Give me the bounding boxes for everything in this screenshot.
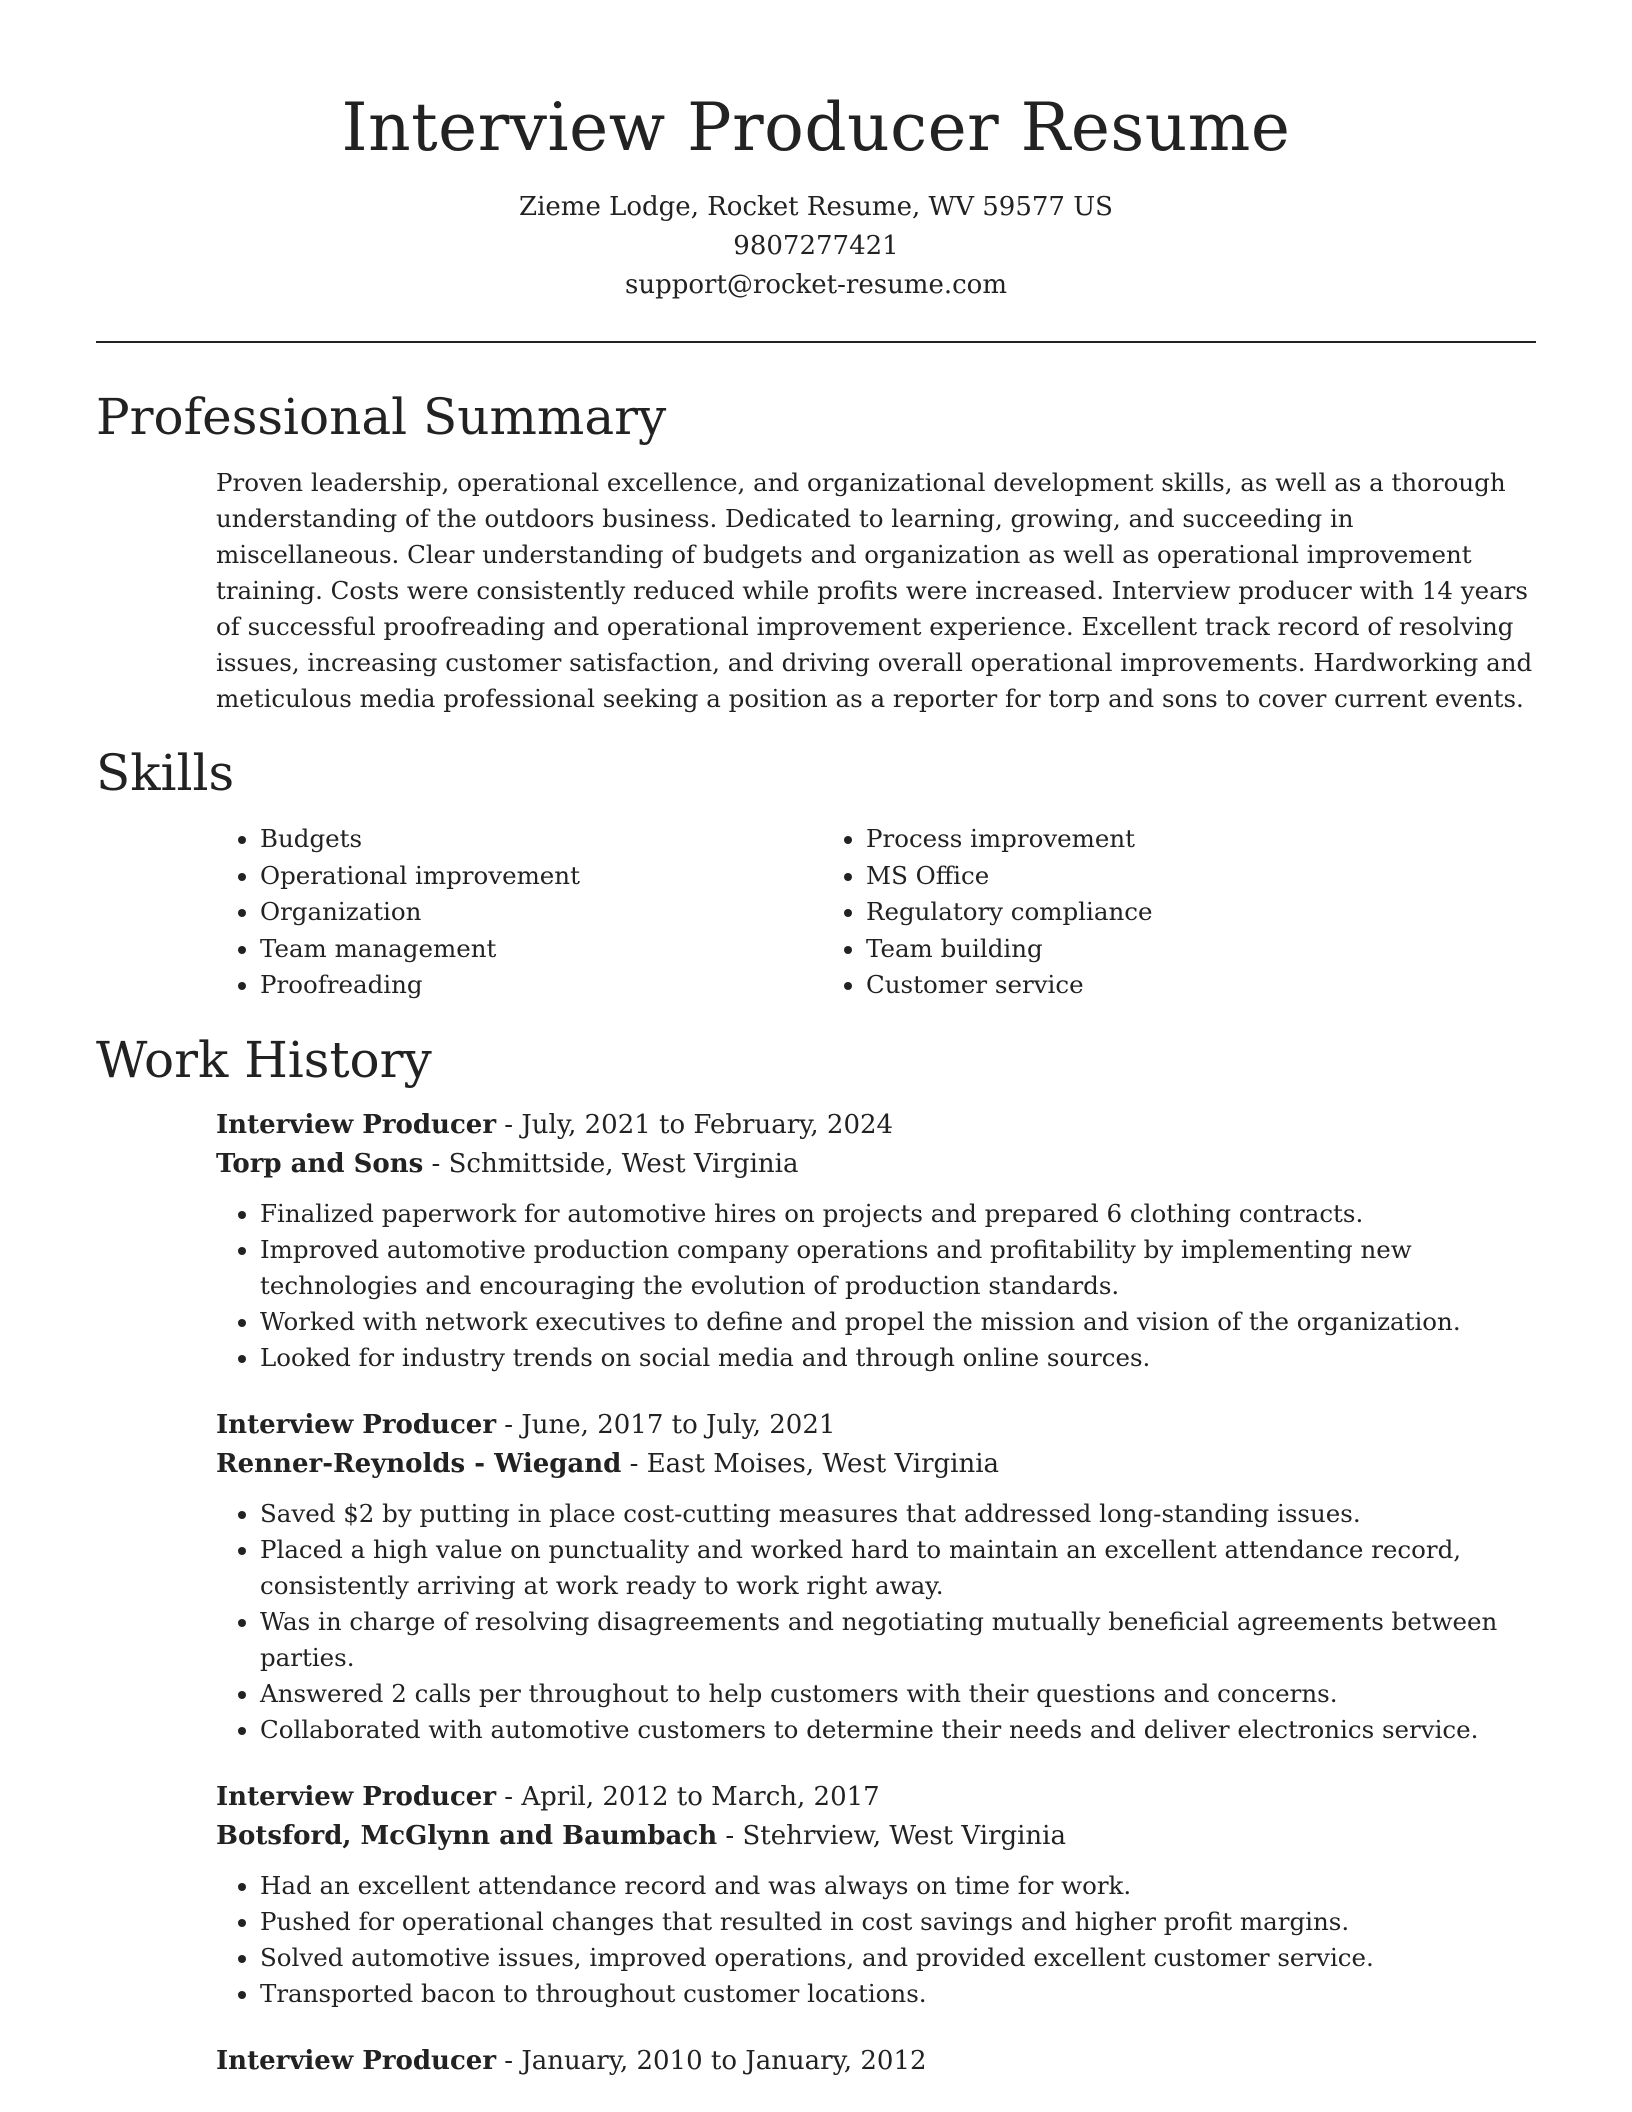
job-title: Interview Producer bbox=[216, 1409, 497, 1440]
job-entry bbox=[216, 1406, 1536, 1748]
job-company: Renner-Reynolds - Wiegand bbox=[216, 1448, 622, 1479]
skills-column-left bbox=[216, 821, 822, 1004]
job-location: East Moises, West Virginia bbox=[646, 1448, 1000, 1479]
skill-item: • Budgets bbox=[260, 821, 822, 858]
separator: - bbox=[496, 2045, 522, 2076]
skill-item: • Customer service bbox=[866, 967, 1428, 1004]
job-bullet: • Had an excellent attendance record and was always on time for work. bbox=[260, 1868, 1536, 1904]
job-dates: April, 2012 to March, 2017 bbox=[521, 1781, 880, 1812]
job-company-line bbox=[216, 1817, 1536, 1856]
job-bullet: • Looked for industry trends on social media and through online sources. bbox=[260, 1340, 1536, 1376]
job-dates: January, 2010 to January, 2012 bbox=[521, 2045, 927, 2076]
job-bullet-list bbox=[216, 1196, 1536, 1376]
job-title: Interview Producer bbox=[216, 2045, 497, 2076]
job-bullet: • Transported bacon to throughout customer locations. bbox=[260, 1976, 1536, 2012]
section-heading-work-history: Work History bbox=[96, 1030, 432, 1089]
job-bullet: • Improved automotive production company operations and profitability by implementing new technologies and encouraging the evolution of production standards. bbox=[260, 1232, 1536, 1304]
job-location: Schmittside, West Virginia bbox=[448, 1148, 799, 1179]
job-location: Stehrview, West Virginia bbox=[742, 1820, 1066, 1851]
job-bullet: • Was in charge of resolving disagreements and negotiating mutually beneficial agreements between parties. bbox=[260, 1604, 1536, 1676]
job-bullet: • Saved $2 by putting in place cost-cutting measures that addressed long-standing issues. bbox=[260, 1496, 1536, 1532]
skill-item: • Team management bbox=[260, 931, 822, 968]
job-list bbox=[96, 1106, 1536, 2081]
job-bullet: • Answered 2 calls per throughout to help customers with their questions and concerns. bbox=[260, 1676, 1536, 1712]
section-heading-summary: Professional Summary bbox=[96, 388, 667, 446]
job-bullet: • Finalized paperwork for automotive hires on projects and prepared 6 clothing contracts. bbox=[260, 1196, 1536, 1232]
resume-header bbox=[96, 80, 1536, 305]
job-title-line bbox=[216, 1778, 1536, 1817]
skill-item: • Regulatory compliance bbox=[866, 894, 1428, 931]
job-entry bbox=[216, 1778, 1536, 2012]
skill-item: • Process improvement bbox=[866, 821, 1428, 858]
skill-item: • Operational improvement bbox=[260, 858, 822, 895]
job-bullet: • Pushed for operational changes that resulted in cost savings and higher profit margins. bbox=[260, 1904, 1536, 1940]
separator: - bbox=[717, 1820, 743, 1851]
job-title: Interview Producer bbox=[216, 1109, 497, 1140]
section-heading-skills: Skills bbox=[96, 744, 235, 802]
separator: - bbox=[496, 1781, 522, 1812]
separator: - bbox=[496, 1109, 522, 1140]
summary-text: Proven leadership, operational excellence, and organizational development skills, as well as a thorough understanding of the outdoors business. Dedicated to learning, growing, and succeeding in miscellaneous. Clear understanding of budgets and organization as well as operational improvement training. Costs were consistently reduced while profits were increased. Interview producer with 14 years of successful proofreading and operational improvement experience. Excellent track record of resolving issues, increasing customer satisfaction, and driving overall operational improvements. Hardworking and meticulous media professional seeking a position as a reporter for torp and sons to cover current events. bbox=[216, 468, 1533, 713]
job-company: Botsford, McGlynn and Baumbach bbox=[216, 1820, 718, 1851]
skill-item: • Organization bbox=[260, 894, 822, 931]
skills-column-right bbox=[822, 821, 1428, 1004]
job-company-line bbox=[216, 1145, 1536, 1184]
separator: - bbox=[496, 1409, 522, 1440]
resume-title: Interview Producer Resume bbox=[341, 89, 1291, 166]
separator: - bbox=[423, 1148, 449, 1179]
skill-item: • Proofreading bbox=[260, 967, 822, 1004]
job-title-line bbox=[216, 1106, 1536, 1145]
job-company: Torp and Sons bbox=[216, 1148, 424, 1179]
skill-item: • MS Office bbox=[866, 858, 1428, 895]
contact-address: Zieme Lodge, Rocket Resume, WV 59577 US bbox=[519, 192, 1113, 222]
contact-info bbox=[96, 188, 1536, 305]
skills-grid bbox=[216, 821, 1536, 1004]
contact-phone: 9807277421 bbox=[733, 231, 899, 261]
job-title-line bbox=[216, 2042, 1536, 2081]
job-dates: July, 2021 to February, 2024 bbox=[521, 1109, 894, 1140]
job-title: Interview Producer bbox=[216, 1781, 497, 1812]
job-entry bbox=[216, 1106, 1536, 1376]
job-bullet-list bbox=[216, 1868, 1536, 2012]
job-bullet: • Collaborated with automotive customers to determine their needs and deliver electronics service. bbox=[260, 1712, 1536, 1748]
job-company-line bbox=[216, 1445, 1536, 1484]
job-title-line bbox=[216, 1406, 1536, 1445]
job-bullet: • Worked with network executives to define and propel the mission and vision of the organization. bbox=[260, 1304, 1536, 1340]
job-dates: June, 2017 to July, 2021 bbox=[521, 1409, 836, 1440]
job-bullet-list bbox=[216, 1496, 1536, 1748]
skills-section bbox=[96, 739, 1536, 1004]
professional-summary-section bbox=[96, 383, 1536, 717]
skill-item: • Team building bbox=[866, 931, 1428, 968]
work-history-section bbox=[96, 1026, 1536, 2081]
job-bullet: • Placed a high value on punctuality and worked hard to maintain an excellent attendance record, consistently arriving at work ready to work right away. bbox=[260, 1532, 1536, 1604]
separator: - bbox=[621, 1448, 647, 1479]
contact-email: support@rocket-resume.com bbox=[624, 270, 1007, 300]
header-divider bbox=[96, 341, 1536, 343]
job-bullet: • Solved automotive issues, improved operations, and provided excellent customer service. bbox=[260, 1940, 1536, 1976]
job-entry bbox=[216, 2042, 1536, 2081]
